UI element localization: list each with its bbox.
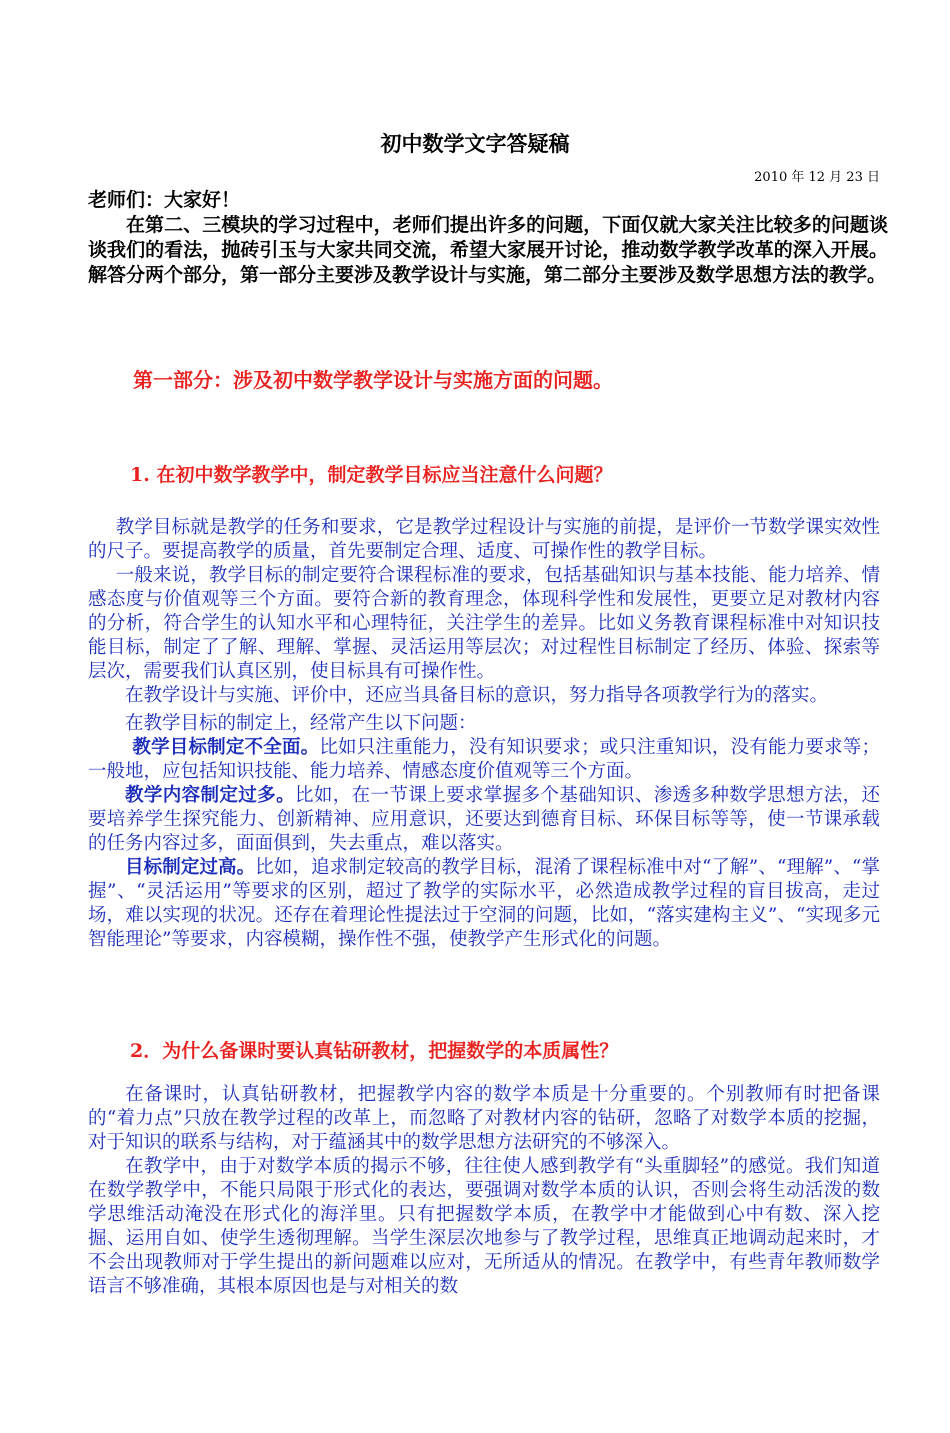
q1-point-2-label: 教学内容制定过多。 <box>125 785 295 806</box>
q1-point-3-label: 目标制定过高。 <box>125 857 256 878</box>
question1-heading: 1. 在初中数学教学中，制定教学目标应当注意什么问题？ <box>130 464 613 486</box>
intro-paragraph: 在第二、三模块的学习过程中，老师们提出许多的问题，下面仅就大家关注比较多的问题谈谈我们的看法，抛砖引玉与大家共同交流，希望大家展开讨论，推动数学教学改革的深入开展。解答分两个部分，第一部分主要涉及教学设计与实施，第二部分主要涉及数学思想方法的教学。 <box>88 214 888 286</box>
document-date: 2010 年 12 月 23 日 <box>754 170 880 185</box>
q1-paragraph-6 <box>88 784 880 856</box>
page-title: 初中数学文字答疑稿 <box>380 131 570 156</box>
q1-paragraph-5 <box>88 736 880 784</box>
q1-paragraph-2: 一般来说，教学目标的制定要符合课程标准的要求，包括基础知识与基本技能、能力培养、情感态度与价值观等三个方面。要符合新的教育理念，体现科学性和发展性，更要立足对教材内容的分析，符合学生的认知水平和心理特征，关注学生的差异。比如义务教育课程标准中对知识技能目标，制定了了解、理解、掌握、灵活运用等层次；对过程性目标制定了经历、体验、探索等层次，需要我们认真区别，使目标具有可操作性。 <box>88 565 880 682</box>
q1-paragraph-7 <box>88 856 880 952</box>
intro-section <box>88 188 888 288</box>
q1-point-2-text: 比如，在一节课上要求掌握多个基础知识、渗透多种数学思想方法，还要培养学生探究能力、创新精神、应用意识，还要达到德育目标、环保目标等等，使一节课承载的任务内容过多，面面俱到，失去重点，难以落实。 <box>88 785 880 854</box>
question1-body <box>88 516 880 952</box>
q1-paragraph-1: 教学目标就是教学的任务和要求，它是教学过程设计与实施的前提，是评价一节数学课实效性的尺子。要提高教学的质量，首先要制定合理、适度、可操作性的教学目标。 <box>88 517 880 562</box>
q2-paragraph-2: 在教学中，由于对数学本质的揭示不够，往往使人感到教学有“头重脚轻”的感觉。我们知道在数学教学中，不能只局限于形式化的表达，要强调对数学本质的认识，否则会将生动活泼的数学思维活动淹没在形式化的海洋里。只有把握数学本质，在教学中才能做到心中有数、深入挖掘、运用自如、使学生透彻理解。当学生深层次地参与了教学过程，思维真正地调动起来时，才不会出现教师对于学生提出的新问题难以应对，无所适从的情况。在教学中，有些青年教师数学语言不够准确，其根本原因也是与对相关的数 <box>88 1156 880 1297</box>
greeting: 老师们：大家好！ <box>88 189 241 211</box>
q1-point-3-text: 比如，追求制定较高的教学目标，混淆了课程标准中对“了解”、“理解”、“掌握”、“灵活运用”等要求的区别，超过了教学的实际水平，必然造成教学过程的盲目拔高，走过场，难以实现的状况。还存在着理论性提法过于空洞的问题，比如，“落实建构主义”、“实现多元智能理论”等要求，内容模糊，操作性不强，使教学产生形式化的问题。 <box>88 857 880 950</box>
q1-paragraph-3: 在教学设计与实施、评价中，还应当具备目标的意识，努力指导各项教学行为的落实。 <box>125 685 829 706</box>
q1-point-1-text: 比如只注重能力，没有知识要求；或只注重知识，没有能力要求等；一般地，应包括知识技能、能力培养、情感态度价值观等三个方面。 <box>88 737 880 782</box>
question2-heading: 2．为什么备课时要认真钻研教材，把握数学的本质属性？ <box>130 1040 619 1062</box>
q1-point-1-label: 教学目标制定不全面。 <box>132 737 320 758</box>
question2-body <box>88 1083 880 1299</box>
q2-paragraph-1: 在备课时，认真钻研教材，把握教学内容的数学本质是十分重要的。个别教师有时把备课的“着力点”只放在教学过程的改革上，而忽略了对教材内容的钻研，忽略了对数学本质的挖掘，对于知识的联系与结构，对于蕴涵其中的数学思想方法研究的不够深入。 <box>88 1084 880 1153</box>
part1-heading: 第一部分：涉及初中数学教学设计与实施方面的问题。 <box>133 368 613 392</box>
q1-paragraph-4: 在教学目标的制定上，经常产生以下问题： <box>125 713 477 734</box>
